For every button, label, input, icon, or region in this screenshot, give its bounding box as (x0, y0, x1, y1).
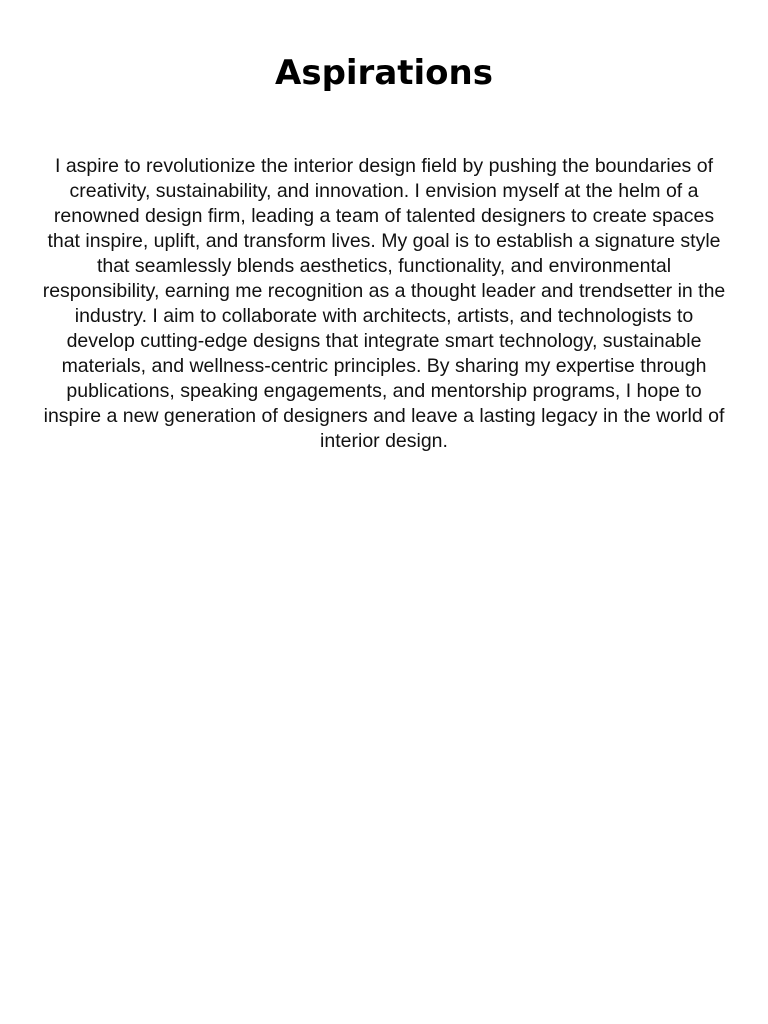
body-paragraph: I aspire to revolutionize the interior design field by pushing the boundaries of creativity, sustainability, and innovation. I envision myself at the helm of a renowned design firm, leading a team of talented designers to create spaces that inspire, uplift, and transform lives. My goal is to establish a signature style that seamlessly blends aesthetics, functionality, and environmental responsibility, earning me recognition as a thought leader and trendsetter in the industry. I aim to collaborate with architects, artists, and technologists to develop cutting-edge designs that integrate smart technology, sustainable materials, and wellness-centric principles. By sharing my expertise through publications, speaking engagements, and mentorship programs, I hope to inspire a new generation of designers and leave a lasting legacy in the world of interior design. (42, 155, 726, 452)
page-title: Aspirations (275, 53, 493, 93)
